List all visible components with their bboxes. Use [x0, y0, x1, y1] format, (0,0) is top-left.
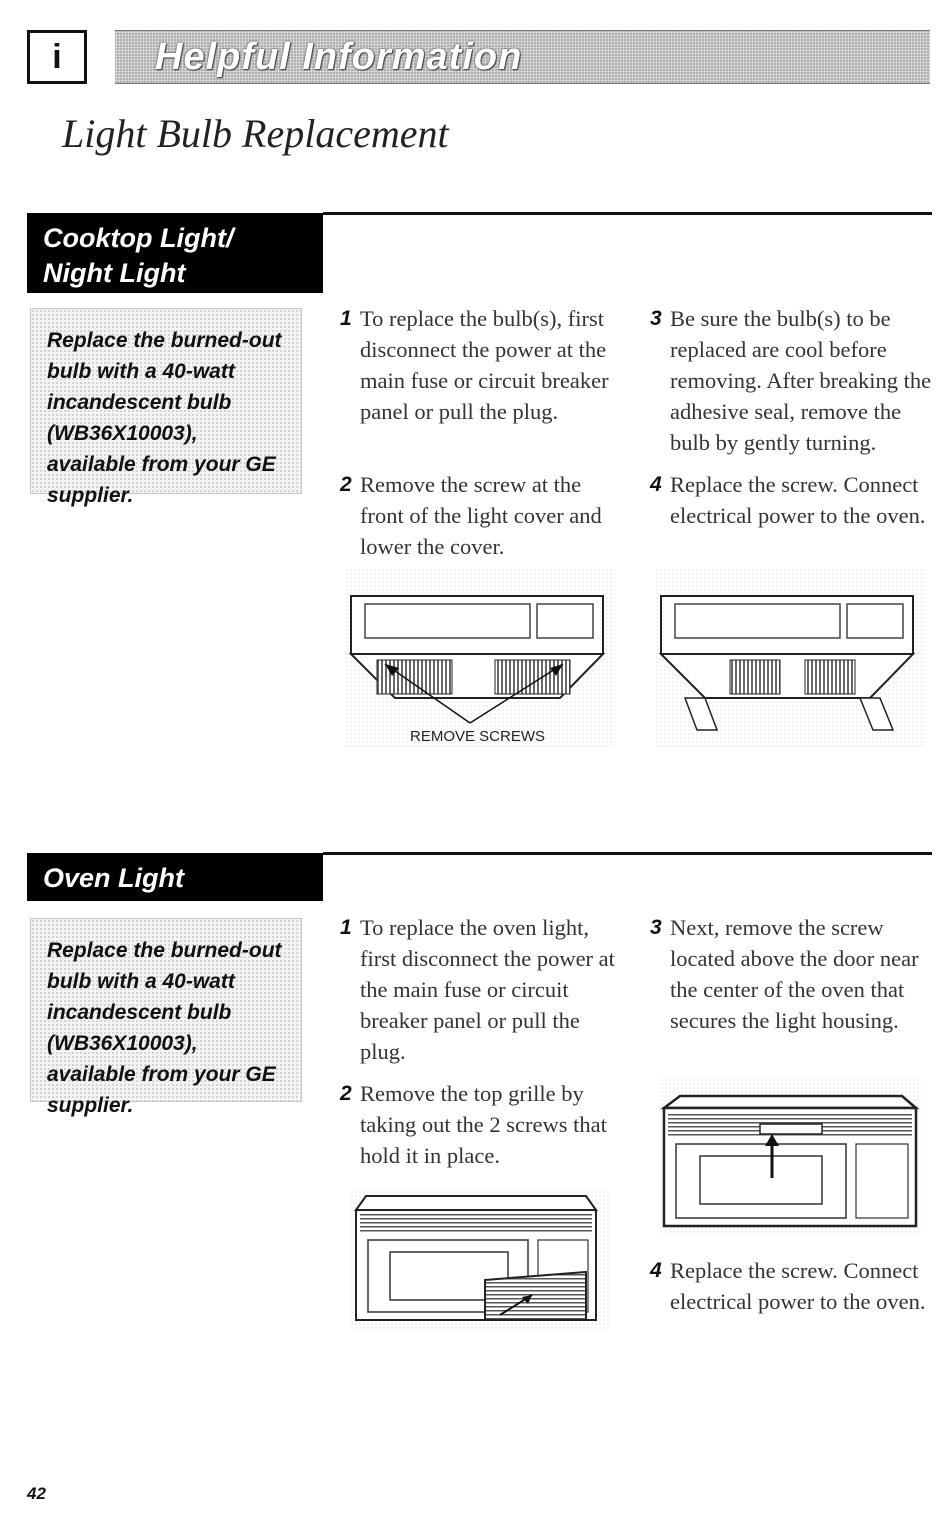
- section-heading-cooktop-line1: Cooktop Light/: [43, 223, 234, 253]
- cooktop-lowered-cover-illustration: [655, 568, 925, 748]
- oven-light-housing-illustration: [660, 1078, 922, 1233]
- section-rule-oven: [323, 852, 932, 855]
- step-text: Next, remove the screw located above the door near the center of the oven that secures the light housing.: [670, 915, 919, 1033]
- section-rule-cooktop: [323, 212, 932, 215]
- step-text: Remove the top grille by taking out the 2 screws that hold it in place.: [360, 1081, 607, 1168]
- step-text: Remove the screw at the front of the light cover and lower the cover.: [360, 472, 602, 559]
- step-text: To replace the oven light, first disconnect the power at the main fuse or circuit breaker panel or pull the plug.: [360, 915, 615, 1064]
- step-number: 3: [650, 916, 662, 939]
- step-number: 2: [340, 473, 352, 496]
- step-number: 3: [650, 307, 662, 330]
- page-number: 42: [27, 1484, 46, 1503]
- step-text: To replace the bulb(s), first disconnect the power at the main fuse or circuit breaker panel or pull the plug.: [360, 306, 609, 424]
- oven-step-3: [650, 912, 932, 1036]
- step-number: 1: [340, 916, 352, 939]
- step-text: Replace the screw. Connect electrical power to the oven.: [670, 1258, 926, 1314]
- step-number: 2: [340, 1082, 352, 1105]
- oven-step-1: [340, 912, 625, 1067]
- page-title: Light Bulb Replacement: [62, 111, 449, 156]
- oven-bulb-note: Replace the burned-out bulb with a 40-watt incandescent bulb (WB36X10003), available from your GE supplier.: [30, 918, 302, 1102]
- cooktop-step-2: [340, 469, 625, 562]
- step-text: Replace the screw. Connect electrical power to the oven.: [670, 472, 926, 528]
- step-number: 4: [650, 1259, 662, 1282]
- cooktop-bulb-note: Replace the burned-out bulb with a 40-watt incandescent bulb (WB36X10003), available from your GE supplier.: [30, 308, 302, 494]
- oven-step-2: [340, 1078, 625, 1171]
- cooktop-step-3: [650, 303, 932, 458]
- oven-remove-grille-illustration: [350, 1190, 610, 1330]
- step-number: 1: [340, 307, 352, 330]
- info-icon: [27, 30, 87, 84]
- step-text: Be sure the bulb(s) to be replaced are cool before removing. After breaking the adhesive seal, remove the bulb by gently turning.: [670, 306, 932, 455]
- cooktop-step-1: [340, 303, 625, 427]
- oven-step-4: [650, 1255, 932, 1317]
- banner-title: Helpful Information: [155, 36, 523, 78]
- info-icon-letter: i: [52, 37, 62, 76]
- cooktop-step-4: [650, 469, 932, 531]
- cooktop-remove-screws-illustration: [345, 568, 615, 748]
- illustration-caption: REMOVE SCREWS: [410, 728, 546, 745]
- section-heading-oven: Oven Light: [27, 853, 323, 901]
- section-heading-cooktop-line2: Night Light: [43, 258, 186, 288]
- section-heading-cooktop: [27, 213, 323, 293]
- step-number: 4: [650, 473, 662, 496]
